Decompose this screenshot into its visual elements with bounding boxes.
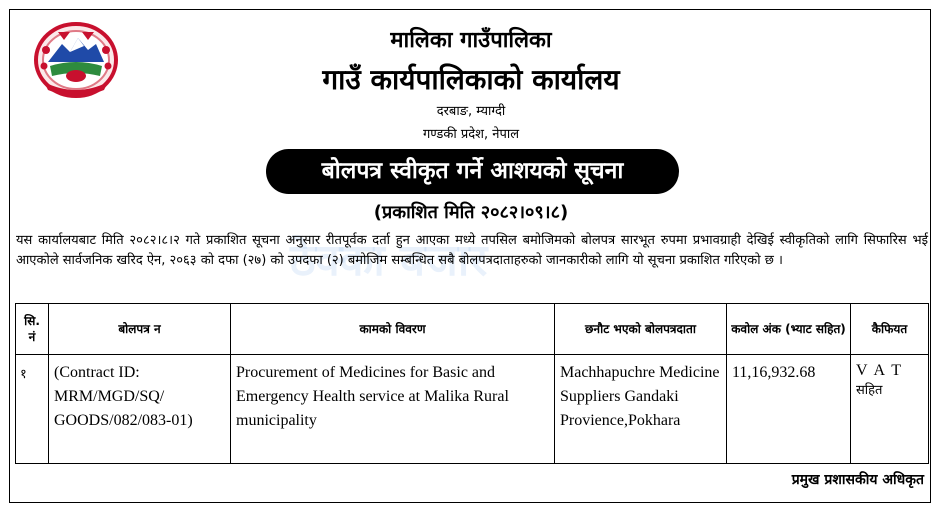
- notice-title: बोलपत्र स्वीकृत गर्ने आशयको सूचना: [266, 149, 679, 194]
- cell-sn: १: [16, 355, 49, 464]
- office-name: गाउँ कार्यपालिकाको कार्यालय: [322, 63, 620, 96]
- watermark-text: ठेक्का बजार: [290, 235, 488, 286]
- address-line-1: दरबाङ, म्याग्दी: [436, 104, 506, 119]
- header-contract: बोलपत्र न: [49, 304, 231, 355]
- cell-remarks: [851, 355, 929, 464]
- notice-body: यस कार्यालयबाट मिति २०८२।८।२ गते प्रकाशित सूचना अनुसार रीतपूर्वक दर्ता हुन आएका मध्ये तपसिल बमोजिमको बोलपत्र सारभूत रुपमा प्रभावग्राही देखिई स्वीकृतिको लागि सिफारिस भई आएकोले सार्वजनिक खरिद ऐन, २०६३ को दफा (२७) को उपदफा (२) बमोजिम सम्बन्धित सबै बोलपत्रदाताहरुको जानकारीको लागि यो सूचना प्रकाशित गरिएको छ ।: [16, 233, 928, 268]
- header-sn: सि. नं: [16, 304, 49, 355]
- published-date: (प्रकाशित मिति २०८२।०९।८): [373, 202, 569, 223]
- remarks-word: सहित: [856, 383, 883, 398]
- header-bidder: छनौट भएको बोलपत्रदाता: [555, 304, 727, 355]
- header-remarks: कैफियत: [851, 304, 929, 355]
- award-table: [15, 303, 929, 464]
- header-amount: कवोल अंक (भ्याट सहित): [727, 304, 851, 355]
- address-line-2: गण्डकी प्रदेश, नेपाल: [422, 127, 520, 142]
- remarks-vat: VAT: [856, 362, 910, 379]
- table-header-row: [16, 304, 929, 355]
- cell-amount: 11,16,932.68: [727, 355, 851, 464]
- cell-bidder: Machhapuchre Medicine Suppliers Gandaki Provience,Pokhara: [555, 355, 727, 464]
- cell-contract: (Contract ID: MRM/MGD/SQ/ GOODS/082/083-01): [49, 355, 231, 464]
- municipality-name: मालिका गाउँपालिका: [390, 28, 552, 53]
- signature-title: प्रमुख प्रशासकीय अधिकृत: [791, 472, 924, 488]
- header-description: कामको विवरण: [231, 304, 555, 355]
- cell-description: Procurement of Medicines for Basic and Emergency Health service at Malika Rural municipality: [231, 355, 555, 464]
- table-row: [16, 355, 929, 464]
